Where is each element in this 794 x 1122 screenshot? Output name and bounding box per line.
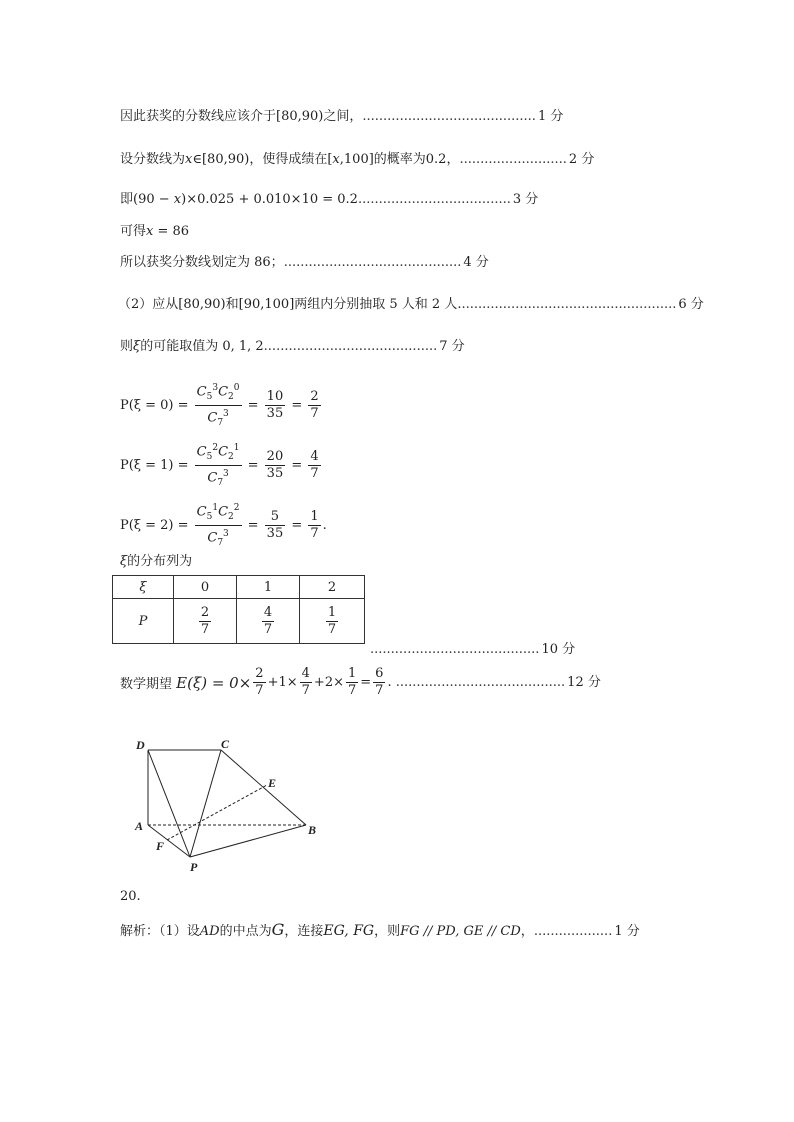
score-7: 7 分 [439,339,465,354]
line-4 [120,222,189,242]
prob-formula-0: P(ξ = 0) = $\frac{C_5^3C_2^0}{C_7^3}$ = $\frac{10}{35}$ = $\frac{2}{7}$ [120,380,323,431]
line-6 [118,295,704,315]
line-3-a: 即(90 − [120,192,174,207]
prob-lhs: P(ξ = 1) = [120,457,189,473]
prob-formula-2: P(ξ = 2) = $\frac{C_5^1C_2^2}{C_7^3}$ = $\frac{5}{35}$ = $\frac{1}{7}$ . [120,500,327,551]
score-12: 12 分 [567,675,601,690]
line-2-c: ∈[80,90)，使得成绩在[ [192,152,333,167]
line-1 [120,107,563,127]
leader-dots: ......................................... [370,642,540,657]
leader-dots: ..................................... [357,192,511,207]
leader-dots: .......................................... [263,339,438,354]
line-2-e: ,100]的概率为0.2， [339,152,460,167]
score-2: 2 分 [568,152,595,167]
var-x: x [185,152,193,167]
edge-FE-hidden [167,785,267,840]
var-x: x [173,192,182,207]
leader-dots: .......................... [459,152,567,167]
prob-lhs: P(ξ = 0) = [120,397,189,413]
label-B: B [308,823,317,837]
label-F: F [156,839,165,853]
distribution-table [112,575,365,644]
combination-fraction: $\frac{C_5^2C_2^1}{C_7^3}$ [195,440,242,491]
score-3: 3 分 [512,192,539,207]
line-7-c: 的可能取值为 0, 1, 2 [140,339,264,354]
fraction: $\frac{4}{7}$ [310,448,319,481]
leader-dots: ........................................... [283,255,462,270]
expectation-formula: 数学期望 E(ξ) = 0× $\frac{2}{7}$ +1× $\frac{4}{7}$ +2× $\frac{1}{7}$ = $\frac{6}{7}$ . ......................................... 12 分 [120,666,601,698]
edge-CP [190,750,221,857]
line-4-c: = 86 [153,224,190,239]
distribution-title: ξ的分布列为 [120,554,193,569]
leader-dots: .......................................... [362,109,536,124]
line-5 [120,253,489,273]
var-xi: ξ [133,339,141,354]
score-1b: 1 分 [614,924,640,939]
line-2-a: 设分数线为 [120,152,186,167]
fraction: $\frac{2}{7}$ [310,388,319,421]
leader-dots: ......................................... [395,675,566,690]
combination-fraction: $\frac{C_5^3C_2^0}{C_7^3}$ [195,380,242,431]
prob-formula-1: P(ξ = 1) = $\frac{C_5^2C_2^1}{C_7^3}$ = $\frac{20}{35}$ = $\frac{4}{7}$ [120,440,323,491]
geometry-figure [120,730,340,880]
label-D: D [136,738,145,752]
score-1: 1 分 [537,109,564,124]
solution-line: 解析：（1）设AD的中点为G，连接EG, FG，则FG // PD, GE // CD，................... 1 分 [120,920,640,942]
fraction: $\frac{4}{7}$ [301,666,310,698]
prob-lhs: P(ξ = 2) = [120,517,189,533]
fraction: $\frac{5}{35}$ [266,508,284,541]
line-5-text: 所以获奖分数线划定为 86； [120,255,284,270]
line-2 [120,150,594,170]
line-7-a: 则 [120,339,134,354]
fraction: $\frac{10}{35}$ [266,388,284,421]
label-P: P [190,860,198,874]
line-10 [370,640,575,660]
fraction: $\frac{2}{7}$ [255,666,264,698]
line-4-a: 可得 [120,224,147,239]
fraction: $\frac{1}{7}$ [347,666,357,698]
line-7 [120,337,465,357]
line-6-text: （2）应从[80,90)和[90,100]两组内分别抽取 5 人和 2 人. [118,297,462,312]
score-4: 4 分 [463,255,489,270]
score-6: 6 分 [678,297,704,312]
line-3-c: )×0.025 + 0.010×10 = 0.2 [181,192,358,207]
table-row: P $\frac{2}{7}$ $\frac{4}{7}$ $\frac{1}{7}$ [113,599,365,644]
label-A: A [135,819,144,833]
fraction: $\frac{20}{35}$ [266,448,284,481]
combination-fraction: $\frac{C_5^1C_2^2}{C_7^3}$ [195,500,242,551]
leader-dots: .................................................... [461,297,677,312]
score-10: 10 分 [541,642,576,657]
var-x: x [146,224,154,239]
line-3 [120,190,538,210]
table-row: ξ 0 1 2 [113,576,365,599]
leader-dots: ................... [533,924,613,939]
fraction: $\frac{6}{7}$ [375,666,384,698]
edge-PB [190,825,306,857]
line-1-text: 因此获奖的分数线应该介于[80,90)之间， [120,109,363,124]
var-x: x [332,152,340,167]
fraction: $\frac{1}{7}$ [310,508,319,541]
question-number: 20. [120,889,141,904]
label-C: C [221,737,230,751]
edge-CB [221,750,306,825]
label-E: E [268,776,277,790]
